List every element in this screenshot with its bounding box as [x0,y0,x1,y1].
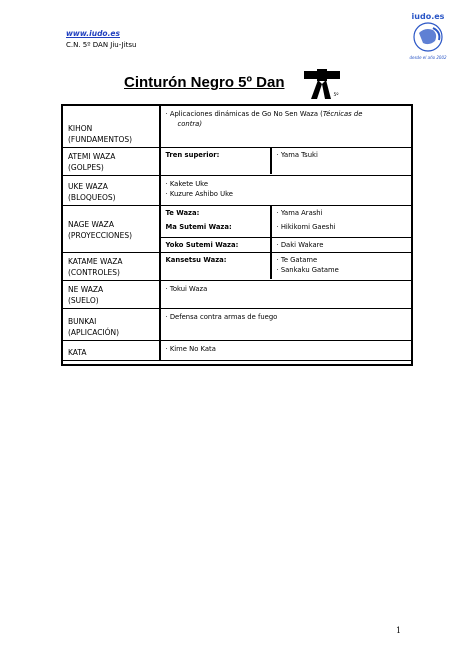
category-cell [63,253,160,281]
iudo-logo [403,10,453,62]
sub-table [161,206,412,252]
category-label: ATEMI WAZA (GOLPES) [68,152,116,172]
category-label: KIHON (FUNDAMENTOS) [68,124,133,144]
content-cell: · Tokui Waza [160,281,412,309]
header-url[interactable]: www.iudo.es [66,29,120,38]
logo-caption: desde el año 2002 [409,55,447,60]
table-row [63,148,412,176]
category-cell [63,341,160,361]
page-title: Cinturón Negro 5º Dan [124,74,285,91]
content-cell: · Defensa contra armas de fuego [160,309,412,341]
table-row [63,281,412,309]
table-row [63,176,412,206]
technique-group-label: Yoko Sutemi Waza: [161,237,271,252]
technique-group-label: Kansetsu Waza: [161,253,271,279]
category-label: NAGE WAZA (PROYECCIONES) [68,219,133,240]
technique-group-label: Tren superior: [161,148,271,174]
sub-table [161,148,412,174]
technique-item: · Sankaku Gatame [276,266,339,274]
technique-item: · Kakete Uke [165,180,209,188]
technique-group-label: Te Waza: [161,206,271,220]
curriculum-table [62,105,412,361]
technique-group-label: Ma Sutemi Waza: [161,220,271,237]
technique-item: · Yama Arashi [271,206,412,220]
content-cell: · Kime No Kata [160,341,412,361]
table-row [63,106,412,148]
category-cell [63,206,160,253]
table-row [63,206,412,253]
category-cell [63,309,160,341]
technique-item: · Hikikomi Gaeshi [271,220,412,237]
technique-item: · Daki Wakare [271,237,412,252]
category-cell [63,148,160,176]
category-label: NE WAZA (SUELO) [68,285,104,305]
black-belt-icon [303,66,341,102]
page-number: 1 [396,626,402,635]
technique-item: · Kuzure Ashibo Uke [165,190,233,198]
category-label: UKE WAZA (BLOQUEOS) [68,182,116,202]
content-cell [160,176,412,206]
category-label: KATAME WAZA (CONTROLES) [68,257,123,277]
sub-table [161,253,412,279]
category-cell [63,281,160,309]
table-row [63,341,412,361]
logo-text: iudo.es [411,12,445,21]
category-label: BUNKAI (APLICACIÓN) [68,317,120,337]
table-row [63,253,412,281]
technique-item: · Yama Tsuki [271,148,412,174]
header-subtitle: C.N. 5º DAN Jiu-Jitsu [66,41,137,49]
category-label: KATA [68,348,87,357]
category-cell [63,176,160,206]
content-cell: · Aplicaciones dinámicas de Go No Sen Waza (Técnicas de contra) [160,106,412,148]
technique-list [271,253,412,279]
category-cell [63,106,160,148]
belt-badge: 5º [333,93,339,98]
table-row [63,309,412,341]
technique-item: · Te Gatame [276,256,318,264]
